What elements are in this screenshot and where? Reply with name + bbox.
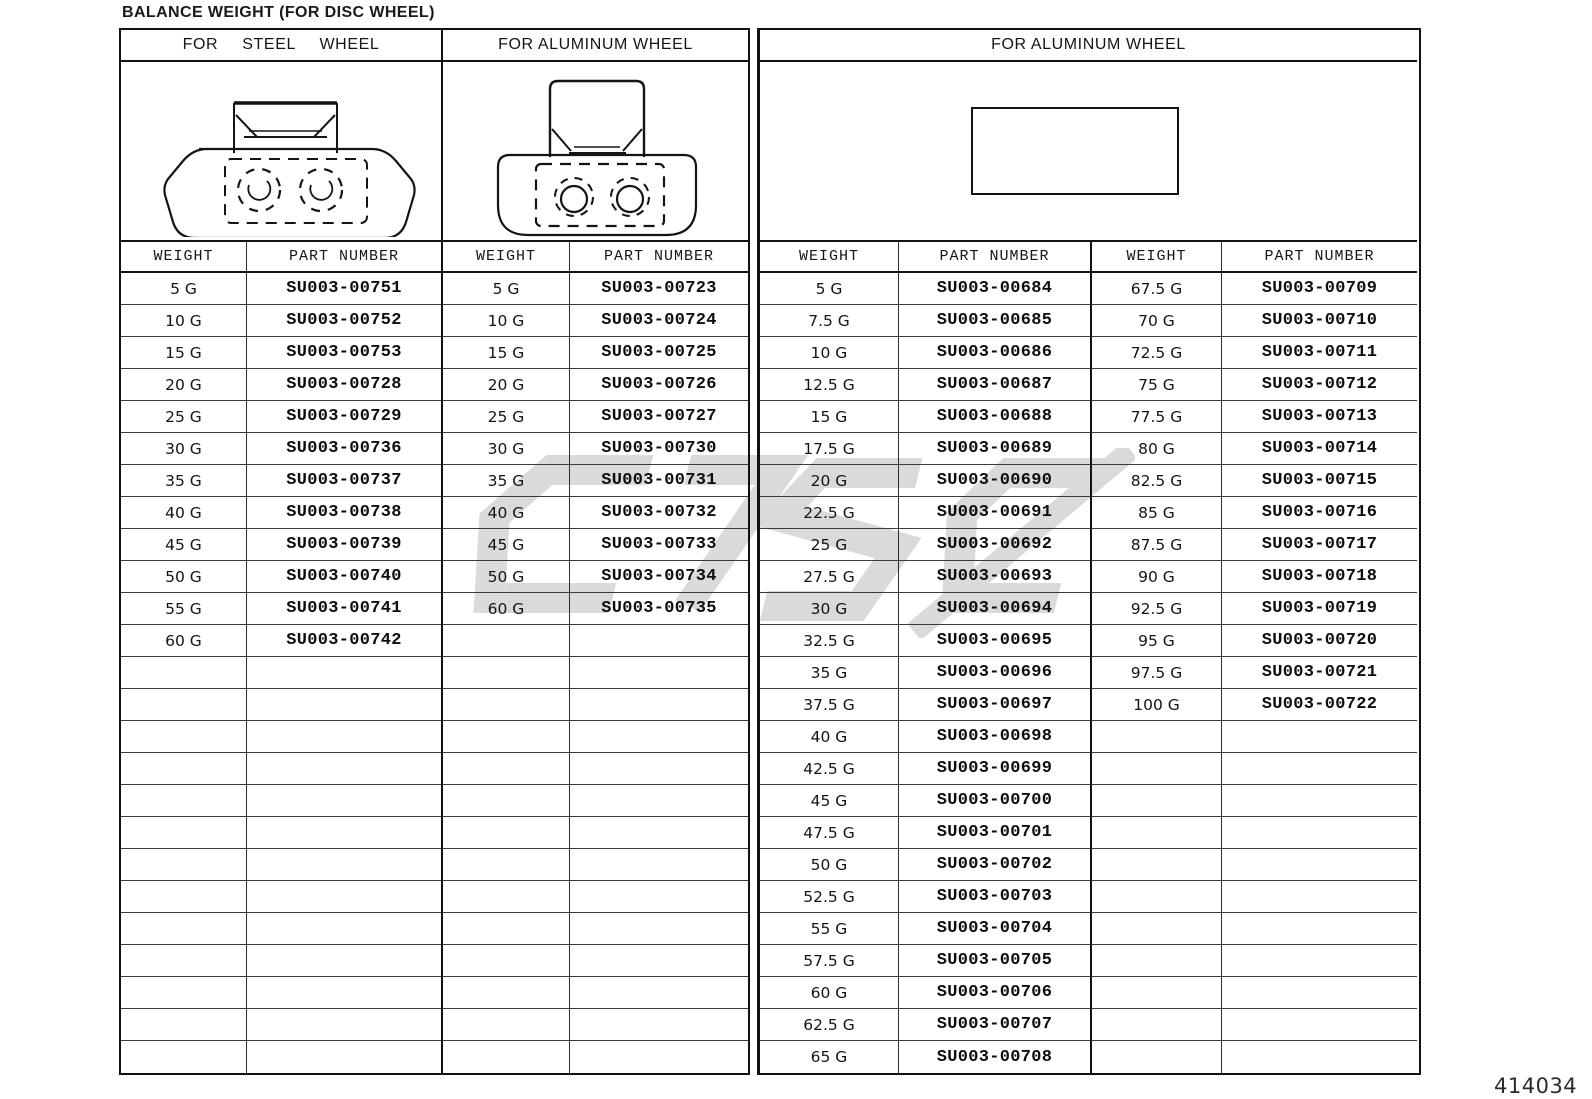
part-number-cell: SU003-00742 xyxy=(247,625,443,657)
part-number-cell: SU003-00735 xyxy=(570,593,748,625)
weight-cell: 45 G xyxy=(121,529,247,561)
column-header-weight: WEIGHT xyxy=(121,242,247,273)
empty-cell xyxy=(1222,721,1417,753)
part-number-cell: SU003-00687 xyxy=(899,369,1092,401)
empty-cell xyxy=(247,849,443,881)
part-number-cell: SU003-00695 xyxy=(899,625,1092,657)
weight-cell: 60 G xyxy=(760,977,899,1009)
column-header-weight: WEIGHT xyxy=(760,242,899,273)
weight-cell: 70 G xyxy=(1092,305,1222,337)
weight-cell: 65 G xyxy=(760,1041,899,1073)
aluminum-weight-diagram xyxy=(470,65,722,237)
part-number-cell: SU003-00705 xyxy=(899,945,1092,977)
column-header-part-number: PART NUMBER xyxy=(247,242,443,273)
part-number-cell: SU003-00719 xyxy=(1222,593,1417,625)
empty-cell xyxy=(1092,913,1222,945)
part-number-cell: SU003-00688 xyxy=(899,401,1092,433)
part-number-cell: SU003-00741 xyxy=(247,593,443,625)
weight-cell: 5 G xyxy=(121,273,247,305)
empty-cell xyxy=(443,753,570,785)
part-number-cell: SU003-00699 xyxy=(899,753,1092,785)
weight-cell: 25 G xyxy=(443,401,570,433)
weight-cell: 50 G xyxy=(760,849,899,881)
weight-cell: 80 G xyxy=(1092,433,1222,465)
part-number-cell: SU003-00724 xyxy=(570,305,748,337)
part-number-cell: SU003-00752 xyxy=(247,305,443,337)
weight-cell: 35 G xyxy=(760,657,899,689)
weight-cell: 55 G xyxy=(121,593,247,625)
empty-cell xyxy=(570,689,748,721)
part-number-cell: SU003-00732 xyxy=(570,497,748,529)
empty-cell xyxy=(570,977,748,1009)
weight-cell: 17.5 G xyxy=(760,433,899,465)
empty-cell xyxy=(570,945,748,977)
empty-cell xyxy=(1092,849,1222,881)
part-number-cell: SU003-00728 xyxy=(247,369,443,401)
empty-cell xyxy=(121,1041,247,1073)
empty-cell xyxy=(121,721,247,753)
empty-cell xyxy=(247,721,443,753)
weight-cell: 100 G xyxy=(1092,689,1222,721)
column-header-weight: WEIGHT xyxy=(443,242,570,273)
part-number-cell: SU003-00711 xyxy=(1222,337,1417,369)
weight-cell: 85 G xyxy=(1092,497,1222,529)
part-number-cell: SU003-00740 xyxy=(247,561,443,593)
empty-cell xyxy=(570,881,748,913)
doc-number: 414034 xyxy=(1494,1074,1578,1098)
part-number-cell: SU003-00694 xyxy=(899,593,1092,625)
empty-cell xyxy=(247,753,443,785)
empty-cell xyxy=(1222,1041,1417,1073)
part-number-cell: SU003-00751 xyxy=(247,273,443,305)
part-number-cell: SU003-00721 xyxy=(1222,657,1417,689)
empty-cell xyxy=(247,977,443,1009)
part-number-cell: SU003-00692 xyxy=(899,529,1092,561)
part-number-cell: SU003-00733 xyxy=(570,529,748,561)
empty-cell xyxy=(443,817,570,849)
part-number-cell: SU003-00701 xyxy=(899,817,1092,849)
empty-cell xyxy=(443,785,570,817)
empty-cell xyxy=(443,913,570,945)
empty-cell xyxy=(247,1009,443,1041)
weight-cell: 45 G xyxy=(760,785,899,817)
weight-cell: 52.5 G xyxy=(760,881,899,913)
empty-cell xyxy=(247,1041,443,1073)
part-number-cell: SU003-00684 xyxy=(899,273,1092,305)
part-number-cell: SU003-00707 xyxy=(899,1009,1092,1041)
page-title: BALANCE WEIGHT (FOR DISC WHEEL) xyxy=(122,4,435,21)
column-header-part-number: PART NUMBER xyxy=(899,242,1092,273)
weight-cell: 75 G xyxy=(1092,369,1222,401)
part-number-cell: SU003-00739 xyxy=(247,529,443,561)
part-number-cell: SU003-00729 xyxy=(247,401,443,433)
empty-cell xyxy=(1092,1041,1222,1073)
weight-cell: 97.5 G xyxy=(1092,657,1222,689)
column-header-part-number: PART NUMBER xyxy=(570,242,748,273)
weight-cell: 20 G xyxy=(760,465,899,497)
weight-cell: 12.5 G xyxy=(760,369,899,401)
part-number-cell: SU003-00736 xyxy=(247,433,443,465)
weight-cell: 30 G xyxy=(121,433,247,465)
column-header-part-number: PART NUMBER xyxy=(1222,242,1417,273)
part-number-cell: SU003-00697 xyxy=(899,689,1092,721)
part-number-cell: SU003-00686 xyxy=(899,337,1092,369)
part-number-cell: SU003-00706 xyxy=(899,977,1092,1009)
empty-cell xyxy=(1222,913,1417,945)
weight-cell: 90 G xyxy=(1092,561,1222,593)
empty-cell xyxy=(570,657,748,689)
empty-cell xyxy=(247,881,443,913)
part-number-cell: SU003-00712 xyxy=(1222,369,1417,401)
part-number-cell: SU003-00702 xyxy=(899,849,1092,881)
aluminum-weight-image-cell xyxy=(443,62,748,242)
section-header-steel-wheel: FOR STEEL WHEEL xyxy=(121,30,443,62)
part-number-cell: SU003-00690 xyxy=(899,465,1092,497)
weight-cell: 50 G xyxy=(121,561,247,593)
weight-cell: 40 G xyxy=(443,497,570,529)
stick-on-weight-image-cell xyxy=(760,62,1417,242)
empty-cell xyxy=(1092,1009,1222,1041)
part-number-cell: SU003-00718 xyxy=(1222,561,1417,593)
weight-cell: 42.5 G xyxy=(760,753,899,785)
part-number-cell: SU003-00700 xyxy=(899,785,1092,817)
weight-cell: 15 G xyxy=(121,337,247,369)
part-number-cell: SU003-00722 xyxy=(1222,689,1417,721)
empty-cell xyxy=(1222,977,1417,1009)
part-number-cell: SU003-00704 xyxy=(899,913,1092,945)
empty-cell xyxy=(121,817,247,849)
part-number-cell: SU003-00753 xyxy=(247,337,443,369)
weight-cell: 57.5 G xyxy=(760,945,899,977)
part-number-cell: SU003-00709 xyxy=(1222,273,1417,305)
empty-cell xyxy=(247,785,443,817)
section-header-aluminum-wheel: FOR ALUMINUM WHEEL xyxy=(443,30,748,62)
weight-cell: 72.5 G xyxy=(1092,337,1222,369)
empty-cell xyxy=(1092,753,1222,785)
empty-cell xyxy=(443,977,570,1009)
weight-cell: 30 G xyxy=(760,593,899,625)
part-number-cell: SU003-00698 xyxy=(899,721,1092,753)
part-number-cell: SU003-00723 xyxy=(570,273,748,305)
empty-cell xyxy=(1222,785,1417,817)
empty-cell xyxy=(1222,849,1417,881)
part-number-cell: SU003-00725 xyxy=(570,337,748,369)
empty-cell xyxy=(1092,881,1222,913)
part-number-cell: SU003-00720 xyxy=(1222,625,1417,657)
part-number-cell: SU003-00693 xyxy=(899,561,1092,593)
weight-cell: 5 G xyxy=(760,273,899,305)
part-number-cell: SU003-00738 xyxy=(247,497,443,529)
weight-cell: 25 G xyxy=(121,401,247,433)
weight-cell: 92.5 G xyxy=(1092,593,1222,625)
part-number-cell: SU003-00727 xyxy=(570,401,748,433)
empty-cell xyxy=(121,689,247,721)
column-header-weight: WEIGHT xyxy=(1092,242,1222,273)
weight-cell: 7.5 G xyxy=(760,305,899,337)
part-number-cell: SU003-00691 xyxy=(899,497,1092,529)
empty-cell xyxy=(121,881,247,913)
empty-cell xyxy=(570,753,748,785)
empty-cell xyxy=(1092,817,1222,849)
weight-cell: 77.5 G xyxy=(1092,401,1222,433)
part-number-cell: SU003-00731 xyxy=(570,465,748,497)
steel-weight-image-cell xyxy=(121,62,443,242)
part-number-cell: SU003-00726 xyxy=(570,369,748,401)
empty-cell xyxy=(443,721,570,753)
weight-cell: 82.5 G xyxy=(1092,465,1222,497)
weight-cell: 87.5 G xyxy=(1092,529,1222,561)
empty-cell xyxy=(443,945,570,977)
empty-cell xyxy=(443,657,570,689)
empty-cell xyxy=(1092,785,1222,817)
weight-cell: 22.5 G xyxy=(760,497,899,529)
part-number-cell: SU003-00710 xyxy=(1222,305,1417,337)
empty-cell xyxy=(1222,881,1417,913)
empty-cell xyxy=(1092,721,1222,753)
left-weight-table xyxy=(119,28,750,1075)
weight-cell: 32.5 G xyxy=(760,625,899,657)
part-number-cell: SU003-00703 xyxy=(899,881,1092,913)
empty-cell xyxy=(1092,977,1222,1009)
part-number-cell: SU003-00716 xyxy=(1222,497,1417,529)
weight-cell: 60 G xyxy=(121,625,247,657)
part-number-cell: SU003-00730 xyxy=(570,433,748,465)
part-number-cell: SU003-00737 xyxy=(247,465,443,497)
empty-cell xyxy=(247,657,443,689)
right-weight-table xyxy=(757,28,1421,1075)
part-number-cell: SU003-00689 xyxy=(899,433,1092,465)
empty-cell xyxy=(570,913,748,945)
weight-cell: 55 G xyxy=(760,913,899,945)
empty-cell xyxy=(247,689,443,721)
weight-cell: 47.5 G xyxy=(760,817,899,849)
part-number-cell: SU003-00713 xyxy=(1222,401,1417,433)
empty-cell xyxy=(570,1041,748,1073)
part-number-cell: SU003-00696 xyxy=(899,657,1092,689)
weight-cell: 50 G xyxy=(443,561,570,593)
empty-cell xyxy=(1222,753,1417,785)
empty-cell xyxy=(247,945,443,977)
empty-cell xyxy=(121,945,247,977)
empty-cell xyxy=(247,817,443,849)
weight-cell: 35 G xyxy=(121,465,247,497)
empty-cell xyxy=(121,753,247,785)
empty-cell xyxy=(443,625,570,657)
empty-cell xyxy=(121,913,247,945)
empty-cell xyxy=(570,721,748,753)
weight-cell: 60 G xyxy=(443,593,570,625)
empty-cell xyxy=(443,1009,570,1041)
part-number-cell: SU003-00708 xyxy=(899,1041,1092,1073)
weight-cell: 30 G xyxy=(443,433,570,465)
empty-cell xyxy=(570,785,748,817)
weight-cell: 5 G xyxy=(443,273,570,305)
part-number-cell: SU003-00715 xyxy=(1222,465,1417,497)
steel-weight-diagram xyxy=(135,65,427,237)
empty-cell xyxy=(570,625,748,657)
weight-cell: 25 G xyxy=(760,529,899,561)
stick-on-weight-plate-diagram xyxy=(971,107,1179,195)
empty-cell xyxy=(443,849,570,881)
part-number-cell: SU003-00685 xyxy=(899,305,1092,337)
weight-cell: 10 G xyxy=(121,305,247,337)
empty-cell xyxy=(121,657,247,689)
weight-cell: 37.5 G xyxy=(760,689,899,721)
empty-cell xyxy=(121,849,247,881)
empty-cell xyxy=(121,785,247,817)
weight-cell: 15 G xyxy=(443,337,570,369)
empty-cell xyxy=(443,1041,570,1073)
part-number-cell: SU003-00714 xyxy=(1222,433,1417,465)
empty-cell xyxy=(1222,945,1417,977)
part-number-cell: SU003-00734 xyxy=(570,561,748,593)
weight-cell: 45 G xyxy=(443,529,570,561)
empty-cell xyxy=(121,1009,247,1041)
weight-cell: 35 G xyxy=(443,465,570,497)
weight-cell: 10 G xyxy=(760,337,899,369)
weight-cell: 40 G xyxy=(760,721,899,753)
empty-cell xyxy=(570,1009,748,1041)
weight-cell: 95 G xyxy=(1092,625,1222,657)
empty-cell xyxy=(443,689,570,721)
part-number-cell: SU003-00717 xyxy=(1222,529,1417,561)
weight-cell: 27.5 G xyxy=(760,561,899,593)
section-header-aluminum-wheel: FOR ALUMINUM WHEEL xyxy=(760,30,1417,62)
empty-cell xyxy=(1092,945,1222,977)
empty-cell xyxy=(443,881,570,913)
empty-cell xyxy=(570,849,748,881)
weight-cell: 20 G xyxy=(443,369,570,401)
weight-cell: 10 G xyxy=(443,305,570,337)
empty-cell xyxy=(1222,1009,1417,1041)
empty-cell xyxy=(570,817,748,849)
weight-cell: 67.5 G xyxy=(1092,273,1222,305)
empty-cell xyxy=(121,977,247,1009)
empty-cell xyxy=(247,913,443,945)
weight-cell: 20 G xyxy=(121,369,247,401)
weight-cell: 62.5 G xyxy=(760,1009,899,1041)
empty-cell xyxy=(1222,817,1417,849)
weight-cell: 15 G xyxy=(760,401,899,433)
weight-cell: 40 G xyxy=(121,497,247,529)
